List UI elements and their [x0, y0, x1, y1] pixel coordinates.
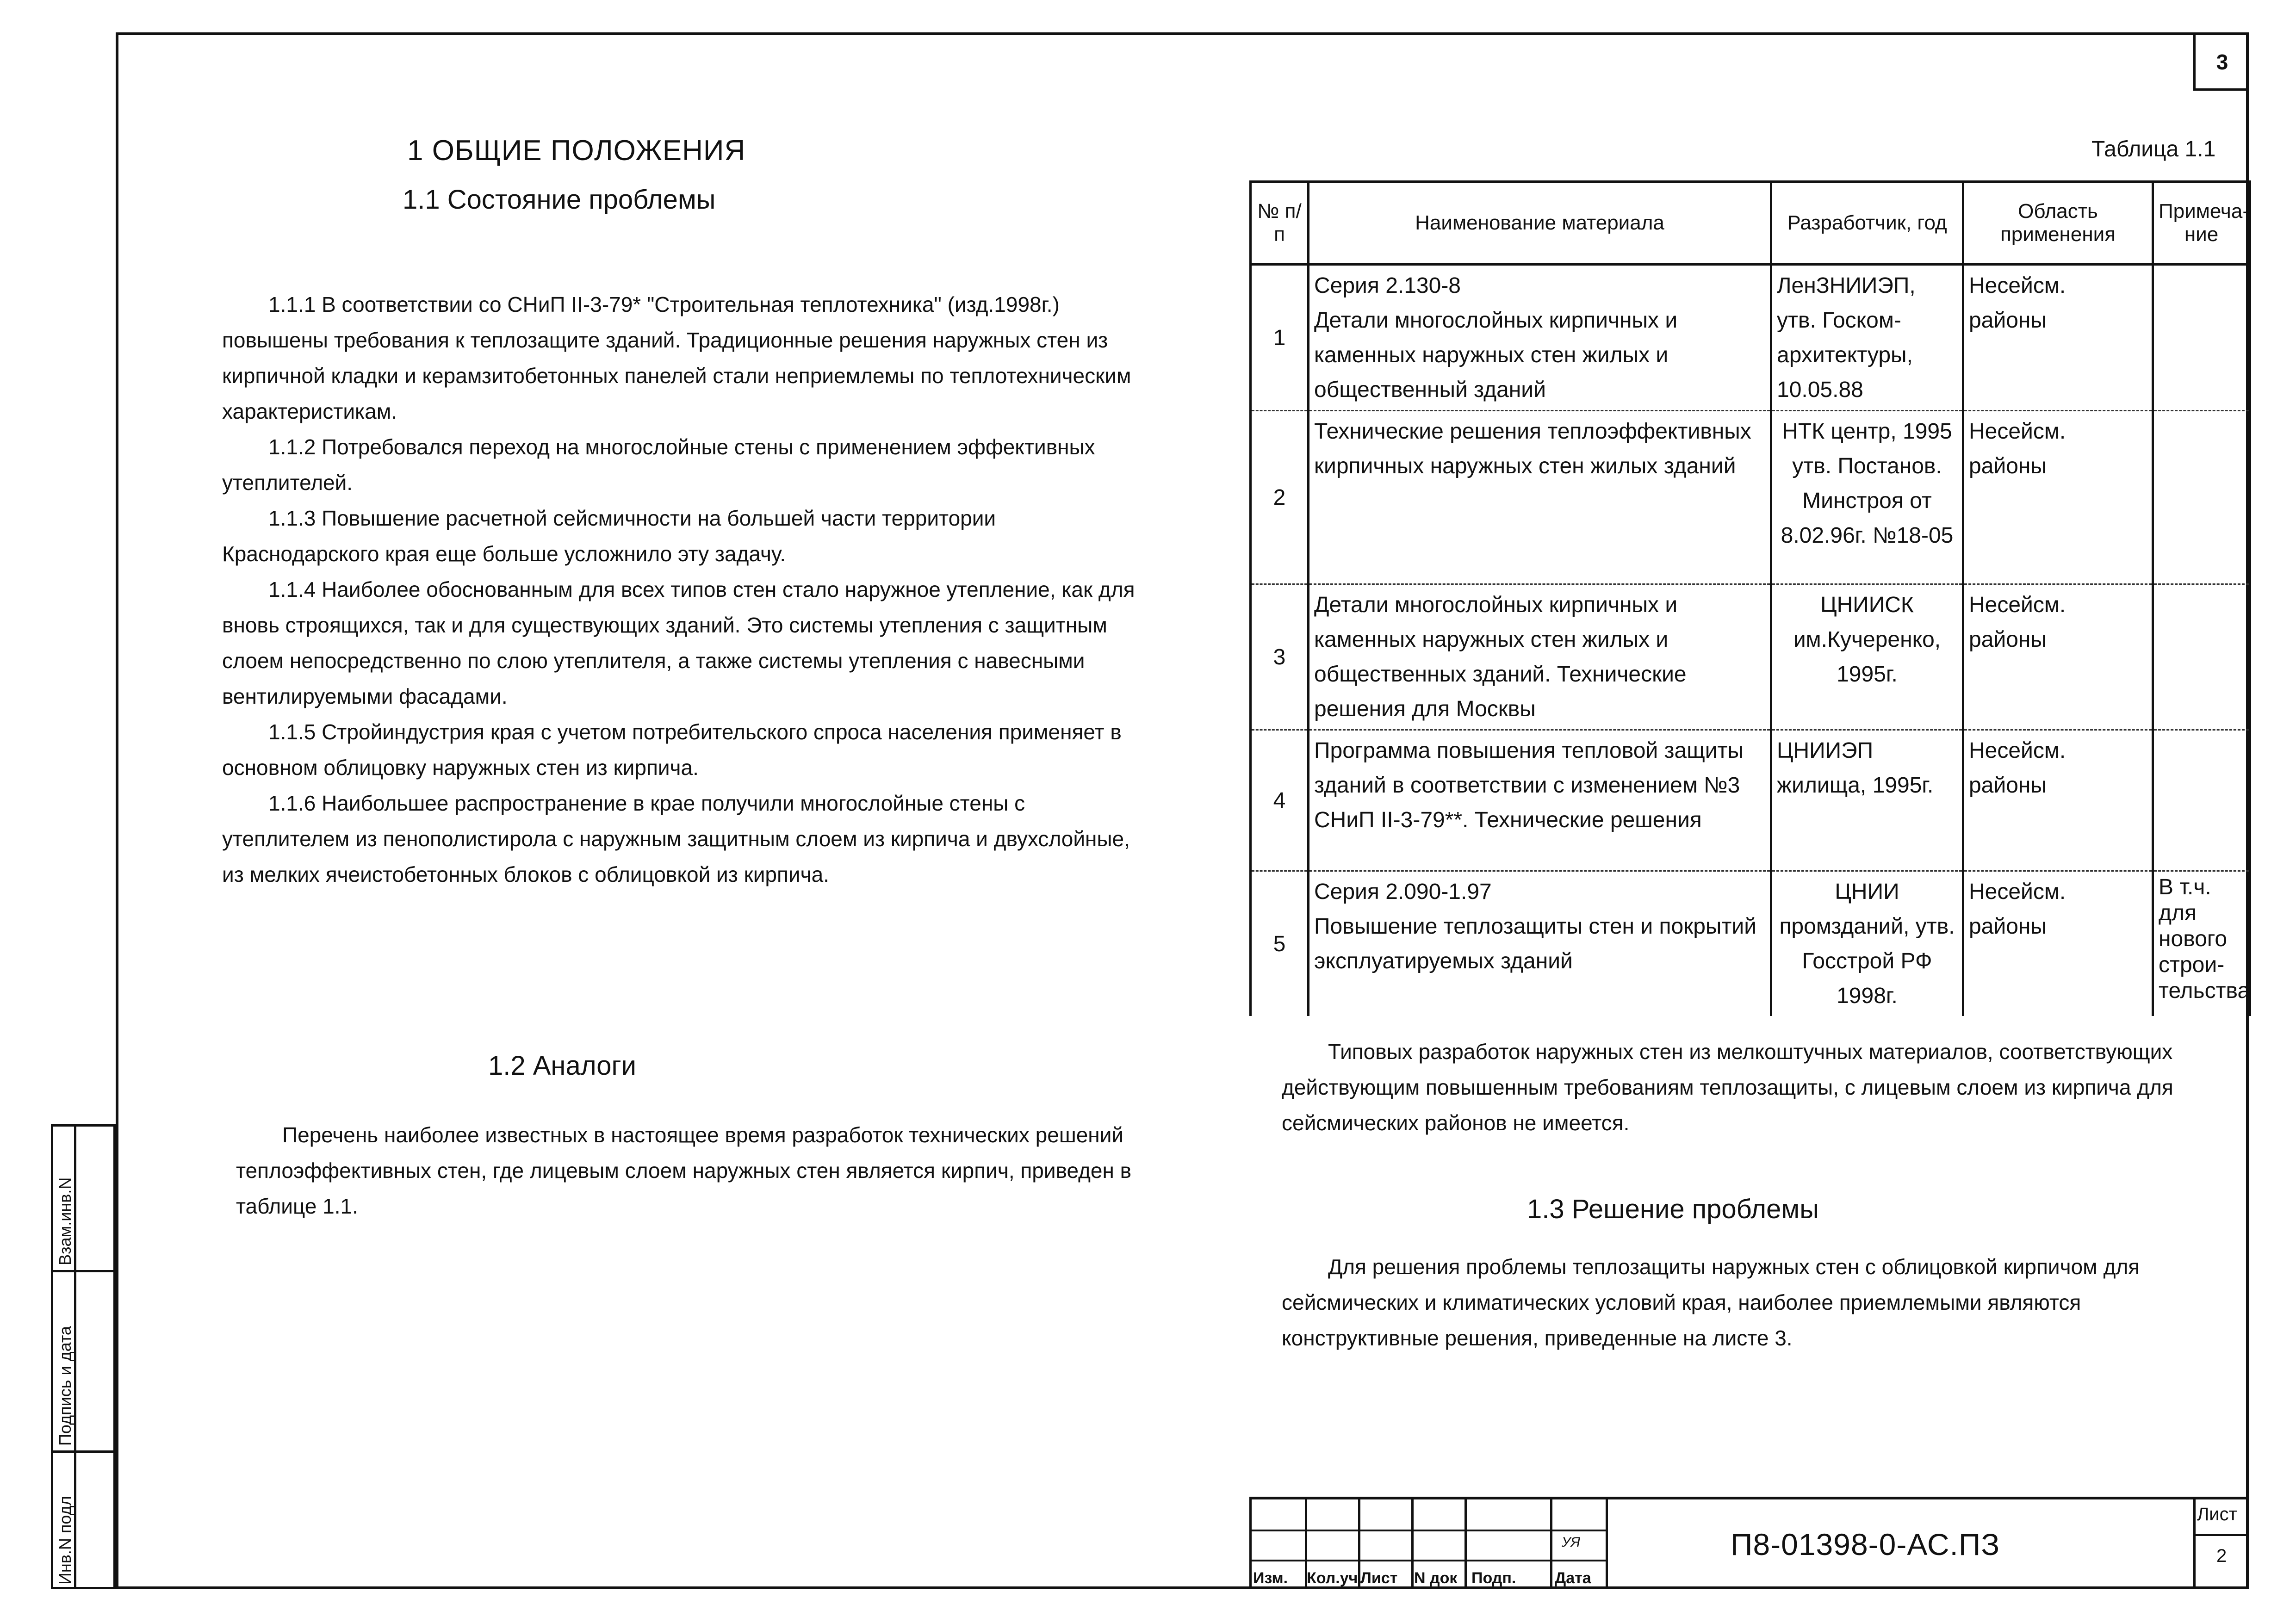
cell-developer: ЦНИИСК им.Кучеренко, 1995г. [1771, 584, 1963, 730]
tb-col-line [1411, 1499, 1414, 1589]
stamp-divider [53, 1450, 113, 1453]
cell-num: 3 [1251, 584, 1309, 730]
tb-label-izm: Изм. [1253, 1569, 1288, 1587]
table-header-row [1251, 182, 2250, 264]
col-header-note: Примеча-ние [2153, 182, 2250, 264]
tb-col-line [1464, 1499, 1467, 1589]
cell-note [2153, 411, 2250, 584]
tb-sheet-label: Лист [2197, 1504, 2237, 1524]
tb-sheet-number: 2 [2216, 1546, 2227, 1566]
section12-title: 1.2 Аналоги [488, 1051, 637, 1081]
table-row [1251, 584, 2250, 730]
section-title: 1 ОБЩИЕ ПОЛОЖЕНИЯ [407, 135, 746, 167]
after-table-text [1282, 1034, 2230, 1141]
cell-developer: ЦНИИ промзданий, утв. Госстрой РФ 1998г. [1771, 871, 1963, 1016]
tb-col-line [2193, 1499, 2196, 1589]
paragraph: 1.1.2 Потребовался переход на многослойные стены с применением эффективных утеплителей. [222, 435, 1095, 495]
cell-scope: Несейсм. районы [1963, 264, 2153, 411]
table-caption: Таблица 1.1 [2091, 137, 2216, 161]
paragraph: 1.1.4 Наиболее обоснованным для всех типов стен стало наружное утепление, как для вновь строящихся, так и для существующих зданий. Это системы утепления с защитным слоем непосредственно по слою утеплителя, а также системы утепления с навесными вентилируемыми фасадами. [222, 577, 1135, 708]
tb-sheet-divider [2193, 1534, 2249, 1536]
section-subtitle: 1.1 Состояние проблемы [403, 185, 716, 215]
cell-scope: Несейсм. районы [1963, 871, 2153, 1016]
col-header-scope: Область применения [1963, 182, 2153, 264]
paragraph: Для решения проблемы теплозащиты наружных стен с облицовкой кирпичом для сейсмических и климатических условий края, наиболее приемлемыми являются конструктивные решения, приведенные на листе 3. [1282, 1255, 2140, 1350]
section13-title: 1.3 Решение проблемы [1527, 1194, 1819, 1224]
tb-col-line [1606, 1499, 1608, 1589]
paragraph: 1.1.6 Наибольшее распространение в крае получили многослойные стены с утеплителем из пенополистирола с наружным защитным слоем из кирпича и двухслойные, из мелких ячеистобетонных блоков с облицовкой из кирпича. [222, 791, 1130, 886]
page-number-box [2193, 35, 2249, 91]
paragraph: Типовых разработок наружных стен из мелкоштучных материалов, соответствующих действующим повышенным требованиям теплозащиты, с лицевым слоем из кирпича для сейсмических районов не имеется. [1282, 1040, 2173, 1135]
tb-label-ndoc: N док [1414, 1569, 1458, 1587]
cell-scope: Несейсм. районы [1963, 584, 2153, 730]
table-row [1251, 411, 2250, 584]
section12-body [236, 1117, 1138, 1224]
section13-body [1282, 1249, 2184, 1356]
paragraph: 1.1.3 Повышение расчетной сейсмичности на большей части территории Краснодарского края еще больше усложнило эту задачу. [222, 506, 996, 566]
cell-scope: Несейсм. районы [1963, 730, 2153, 871]
cell-developer: ЦНИИЭП жилища, 1995г. [1771, 730, 1963, 871]
cell-note [2153, 730, 2250, 871]
tb-col-line [1550, 1499, 1552, 1589]
cell-name: Серия 2.130-8 Детали многослойных кирпичных и каменных наружных стен жилых и общественный зданий [1309, 264, 1771, 411]
cell-name: Серия 2.090-1.97 Повышение теплозащиты стен и покрытий эксплуатируемых зданий [1309, 871, 1771, 1016]
cell-num: 4 [1251, 730, 1309, 871]
col-header-developer: Разработчик, год [1771, 182, 1963, 264]
paragraph: 1.1.1 В соответствии со СНиП II-3-79* "Строительная теплотехника" (изд.1998г.) повышены требования к теплозащите зданий. Традиционные решения наружных стен из кирпичной кладки и керамзитобетонных панелей стали неприемлемы по теплотехническим характеристикам. [222, 292, 1131, 423]
document-code: П8-01398-0-АС.ПЗ [1731, 1527, 2000, 1561]
cell-note [2153, 264, 2250, 411]
tb-col-line [1249, 1499, 1252, 1589]
col-header-name: Наименование материала [1309, 182, 1771, 264]
cell-scope: Несейсм. районы [1963, 411, 2153, 584]
table-row [1251, 264, 2250, 411]
cell-num: 2 [1251, 411, 1309, 584]
cell-note [2153, 584, 2250, 730]
cell-name: Детали многослойных кирпичных и каменных наружных стен жилых и общественных зданий. Технические решения для Москвы [1309, 584, 1771, 730]
paragraph: 1.1.5 Стройиндустрия края с учетом потребительского спроса населения применяет в основном облицовку наружных стен из кирпича. [222, 720, 1122, 780]
col-header-num: № п/п [1251, 182, 1309, 264]
table-row [1251, 871, 2250, 1016]
stamp-divider [53, 1270, 113, 1272]
tb-initials: УЯ [1562, 1535, 1580, 1550]
cell-name: Технические решения теплоэффективных кирпичных наружных стен жилых зданий [1309, 411, 1771, 584]
stamp-label-replace: Взам.инв.N [56, 1177, 74, 1265]
tb-label-podp: Подп. [1471, 1569, 1516, 1587]
cell-developer: НТК центр, 1995 утв. Постанов. Минстроя от 8.02.96г. №18-05 [1771, 411, 1963, 584]
tb-label-date: Дата [1555, 1569, 1591, 1587]
table-row [1251, 730, 2250, 871]
cell-num: 1 [1251, 264, 1309, 411]
tb-label-kolich: Кол.уч [1307, 1569, 1358, 1587]
section1-body [222, 287, 1148, 892]
page-number: 3 [2216, 50, 2228, 74]
table-1-1 [1249, 180, 2249, 1016]
stamp-label-sign: Подпись и дата [56, 1326, 74, 1446]
stamp-label-inv: Инв.N подл [56, 1496, 74, 1585]
cell-name: Программа повышения тепловой защиты зданий в соответствии с изменением №3 СНиП II-3-79**. Технические решения [1309, 730, 1771, 871]
cell-developer: ЛенЗНИИЭП, утв. Госком-архитектуры, 10.05.88 [1771, 264, 1963, 411]
cell-num: 5 [1251, 871, 1309, 1016]
paragraph: Перечень наиболее известных в настоящее время разработок технических решений теплоэффективных стен, где лицевым слоем наружных стен является кирпич, приведен в таблице 1.1. [236, 1123, 1132, 1218]
tb-label-list: Лист [1360, 1569, 1398, 1587]
side-stamp [51, 1124, 116, 1589]
cell-note: В т.ч. для нового строи-тельства [2153, 871, 2250, 1016]
